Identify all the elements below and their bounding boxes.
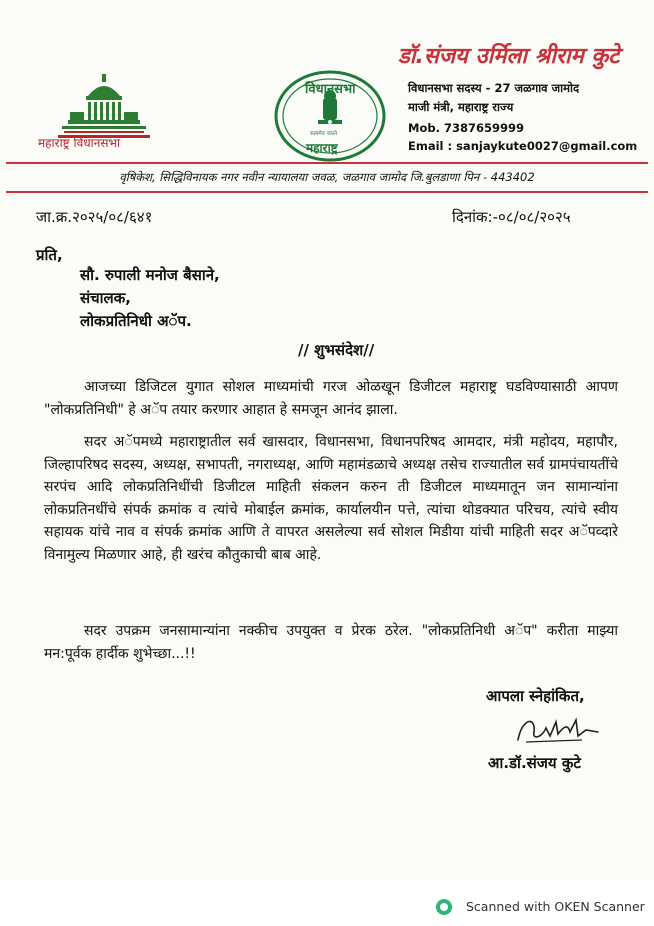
seal-top-text: विधानसभा	[305, 82, 356, 97]
body-paragraph: आजच्या डिजिटल युगात सोशल माध्यमांची गरज ओळखून डिजीटल महाराष्ट्र घडविण्यासाठी आपण "लोकप्रतिनिधी" हे अॅप तयार करणार आहात हे समजून आनंद झाला.	[44, 379, 618, 418]
letterhead-mobile: Mob. 7387659999	[408, 121, 524, 135]
seal-motto: सत्यमेव जयते	[310, 131, 338, 137]
body-paragraph: सदर अॅपमध्ये महाराष्ट्रातील सर्व खासदार, विधानसभा, विधानपरिषद आमदार, मंत्री महोदय, महापौर, जिल्हापरिषद सदस्य, अध्यक्ष, सभापती, नगराध्यक्ष, आणि महामंडळाचे अध्यक्ष तसेच राज्यातील सर्व ग्रामपंचायतींचे सरपंच आदि लोकप्रतिनिधींची डिजीटल माहिती संकलन करुन ती डिजीटल माध्यमातून जन सामान्यांना लोकप्रतिनधींचे संपर्क क्रमांक व त्यांचे मोबाईल क्रमांक, कार्यालयीन पत्ते, त्यांचा थोडक्यात परिचय, त्यांचे स्वीय सहायक यांचे नाव व संपर्क क्रमांक आणि ते वापरत असलेल्या सर्व सोशल मिडीया यांची माहिती सदर अॅपव्दारे विनामुल्य मिळणार आहे, ही खरंच कौतुकाची बाब आहे.	[44, 434, 618, 563]
header-rule-bottom	[6, 191, 648, 193]
assembly-label: महाराष्ट्र विधानसभा	[38, 136, 121, 150]
signatory: आ.डॉ.संजय कुटे	[488, 754, 581, 772]
scanner-logo-icon	[435, 898, 453, 916]
to-label: प्रति,	[36, 246, 63, 264]
recipient-title: संचालक,	[80, 289, 131, 307]
letterhead-line-1: विधानसभा सदस्य - 27 जळगाव जामोद	[408, 81, 580, 95]
recipient-name: सौ. रुपाली मनोज बैसाने,	[80, 266, 220, 284]
scanner-label: Scanned with OKEN Scanner	[466, 899, 645, 914]
letter-date: दिनांक:-०८/०८/२०२५	[452, 208, 571, 226]
recipient-org: लोकप्रतिनिधी अॅप.	[80, 312, 192, 330]
letterhead-email: Email : sanjaykute0027@gmail.com	[408, 139, 638, 153]
header-rule-top	[6, 162, 648, 164]
body-paragraph: सदर उपक्रम जनसामान्यांना नक्कीच उपयुक्त व प्रेरक ठरेल. "लोकप्रतिनिधी अॅप" करीता माझ्या मन:पूर्वक हार्दीक शुभेच्छा...!!	[44, 623, 618, 662]
letterhead-address: वृषिकेश, सिद्धिविनायक नगर नवीन न्यायालया जवळ, जळगाव जामोद जि.बुलडाणा पिन - 443402	[119, 170, 535, 184]
subject: // शुभसंदेश//	[298, 341, 375, 359]
reference-number: जा.क्र.२०२५/०८/६४१	[36, 208, 153, 226]
closing: आपला स्नेहांकित,	[486, 687, 585, 705]
signature	[512, 710, 602, 750]
seal-bottom-text: महाराष्ट्र	[306, 141, 338, 155]
letterhead-line-2: माजी मंत्री, महाराष्ट्र राज्य	[408, 100, 514, 114]
mla-name: डॉ.संजय उर्मिला श्रीराम कुटे	[398, 44, 620, 69]
